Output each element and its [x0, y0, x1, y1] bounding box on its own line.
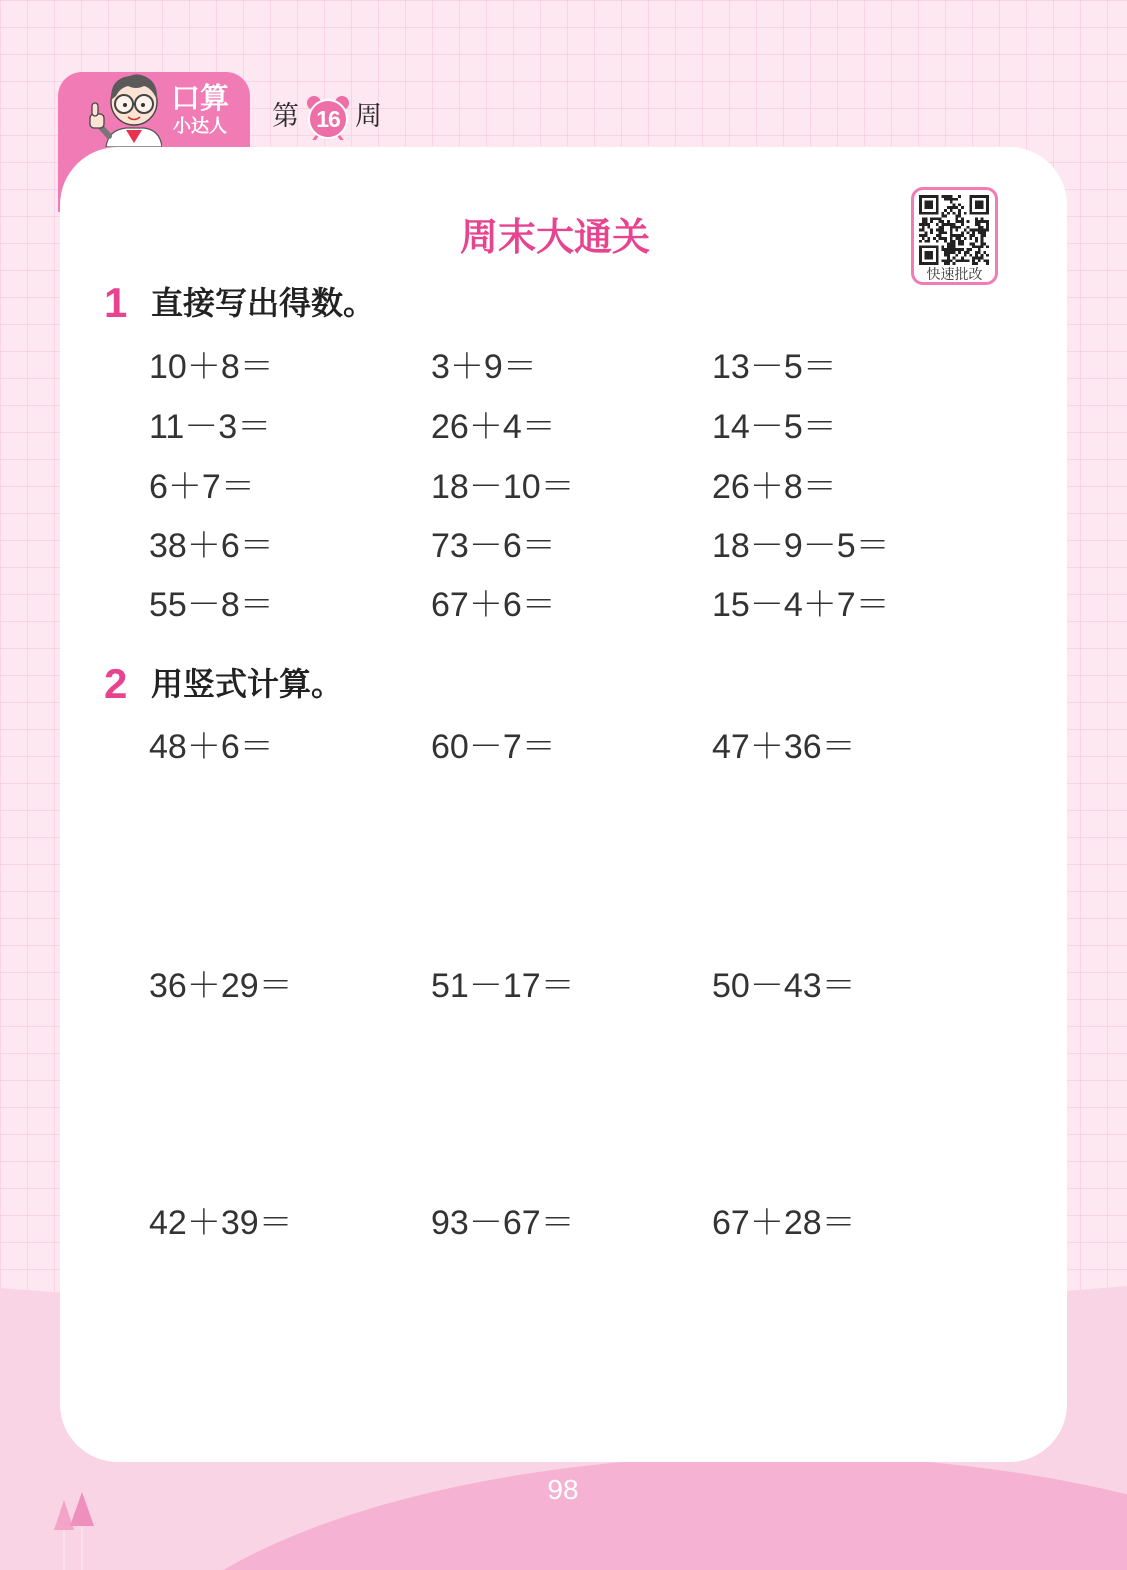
- problem: 47＋36＝: [712, 728, 856, 766]
- tree-icon: [50, 1490, 100, 1570]
- problem-row: [0, 526, 1127, 566]
- problem: 13－5＝: [712, 348, 837, 386]
- problem-row: [0, 467, 1127, 507]
- problem: 55－8＝: [149, 586, 274, 624]
- week-prefix: 第: [272, 101, 299, 132]
- problem: 6＋7＝: [149, 468, 255, 506]
- problem: 10＋8＝: [149, 348, 274, 386]
- problem: 15－4＋7＝: [712, 586, 890, 624]
- problem: 38＋6＝: [149, 527, 274, 565]
- badge-title: 口算: [170, 81, 229, 115]
- problem-row: [0, 585, 1127, 625]
- section-number: 2: [104, 660, 128, 707]
- problem: 50－43＝: [712, 967, 856, 1005]
- problem: 73－6＝: [431, 527, 556, 565]
- week-suffix: 周: [355, 101, 382, 132]
- problem: 51－17＝: [431, 967, 575, 1005]
- problem: 93－67＝: [431, 1204, 575, 1242]
- section-number: 1: [104, 279, 128, 326]
- section-instruction: 用竖式计算。: [151, 665, 344, 703]
- problem-row: [0, 407, 1127, 447]
- problem-row: [0, 347, 1127, 387]
- page-number: 98: [547, 1474, 579, 1505]
- problem: 48＋6＝: [149, 728, 274, 766]
- problem: 67＋6＝: [431, 586, 556, 624]
- problem-row: [0, 1203, 1127, 1243]
- problem: 26＋8＝: [712, 468, 837, 506]
- problem: 60－7＝: [431, 728, 556, 766]
- week-number: 16: [316, 106, 340, 132]
- page-title: 周末大通关: [459, 215, 650, 259]
- problem: 67＋28＝: [712, 1204, 856, 1242]
- problem: 36＋29＝: [149, 967, 293, 1005]
- problem: 42＋39＝: [149, 1204, 293, 1242]
- qr-code-box: [911, 187, 998, 285]
- problem: 18－10＝: [431, 468, 575, 506]
- boy-thumbs-up-icon: [78, 70, 162, 147]
- problem-row: [0, 966, 1127, 1006]
- week-number-badge: [305, 94, 351, 140]
- problem-row: [0, 727, 1127, 767]
- worksheet-card: [60, 147, 1067, 1462]
- problem: 14－5＝: [712, 408, 837, 446]
- badge-subtitle: 小达人: [173, 116, 227, 137]
- problem: 26＋4＝: [431, 408, 556, 446]
- problem: 11－3＝: [149, 408, 272, 446]
- qr-code-label: 快速批改: [926, 267, 983, 283]
- qr-code-icon: [919, 195, 989, 265]
- problem: 3＋9＝: [431, 348, 537, 386]
- section-instruction: 直接写出得数。: [151, 284, 376, 322]
- problem: 18－9－5＝: [712, 527, 890, 565]
